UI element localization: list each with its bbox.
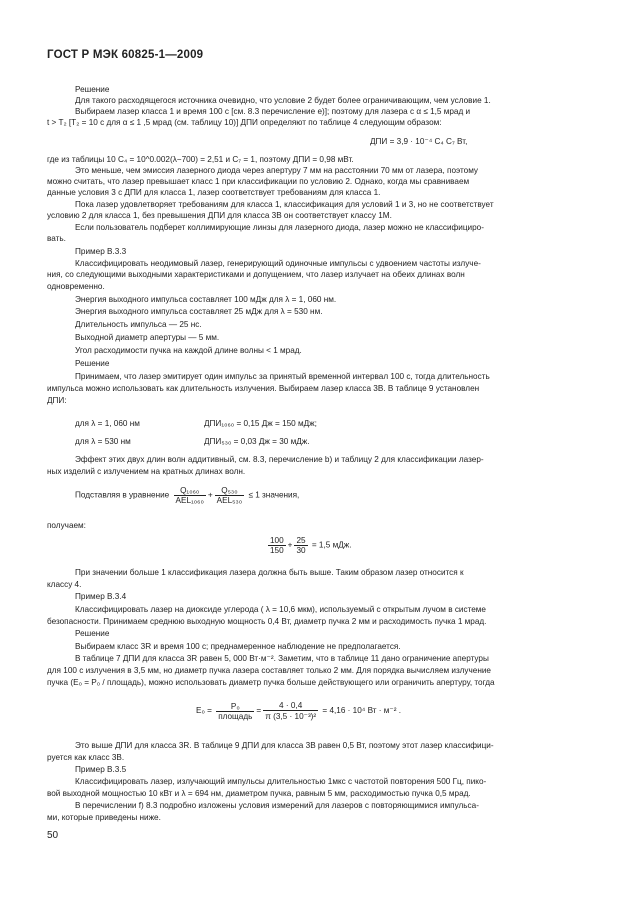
- paragraph-line: классу 4.: [47, 580, 82, 589]
- paragraph-line: Выходной диаметр апертуры — 5 мм.: [75, 333, 220, 342]
- fraction: [268, 536, 286, 555]
- fraction-numerator: P₀: [216, 702, 254, 712]
- paragraph-line: Это выше ДПИ для класса 3R. В таблице 9 ДПИ для класса 3В равен 0,5 Вт, поэтому этот лазер классифици-: [75, 741, 494, 750]
- fraction-denominator: 150: [270, 546, 284, 555]
- irradiance-equation: E₀ = $\frac{\text{P₀}}{\text{площадь}}$ = $\frac{4 \cdot 0,4}{\text{π (3,5 · 10⁻³)²}}$ = 4,16 · 10⁴ Вт · м⁻² .: [196, 701, 402, 721]
- paragraph-line: импульса можно использовать как длительность излучения. Выбираем лазер класса 3В. В таблице 9 установлен: [47, 384, 480, 393]
- paragraph-line: Выбираем лазер класса 1 и время 100 с [см. 8.3 перечисление е)]; поэтому для лазера с α ≤ 1,5 мрад и: [75, 107, 471, 116]
- fraction-numerator: Q₅₃₀: [215, 486, 245, 496]
- paragraph-line: можно считать, что лазер превышает класс 1 при классификации по условию 2. Однако, когда мы сравниваем: [47, 177, 470, 186]
- paragraph-line: одновременно.: [47, 282, 105, 291]
- fraction: [174, 486, 206, 505]
- paragraph-line: ния, со следующими выходными характеристиками и допущением, что лазер излучает на обеих длинах волн: [47, 270, 465, 279]
- paragraph-line: безопасности. Принимаем среднюю выходную мощность 0,4 Вт, диаметр пучка 2 мм и расходимость пучка 1 мрад.: [47, 617, 487, 626]
- paragraph-line: данные условия 3 с ДПИ для класса 1, лазер соответствует требованиям для класса 1.: [47, 188, 381, 197]
- fraction-numerator: 100: [270, 536, 284, 545]
- ael-row-value: ДПИ₅₃₀ = 0,03 Дж = 30 мДж.: [204, 437, 310, 446]
- ael-row-label: для λ = 1, 060 нм: [75, 419, 140, 428]
- ael-row-label: для λ = 530 нм: [75, 437, 131, 446]
- paragraph-line: В таблице 7 ДПИ для класса 3R равен 5, 000 Вт·м⁻². Заметим, что в таблице 11 дано ограничение апертуры: [75, 654, 489, 663]
- paragraph-line: Эффект этих двух длин волн аддитивный, см. 8.3, перечисление b) и таблицу 2 для классификации лазер-: [75, 455, 484, 464]
- paragraph-line: условию 2 для класса 1, без превышения ДПИ для класса 3В он соответствует классу 1М.: [47, 211, 392, 220]
- heading-solution: Решение: [75, 359, 110, 368]
- formula-ael: ДПИ = 3,9 · 10⁻⁴ C₄ C₇ Вт,: [370, 137, 468, 146]
- fraction-numerator: Q₁₀₆₀: [174, 486, 206, 496]
- fraction-denominator: AEL₅₃₀: [216, 496, 243, 505]
- paragraph-line: Энергия выходного импульса составляет 25 мДж для λ = 530 нм.: [75, 307, 323, 316]
- summation-equation: Подставляя в уравнение $\frac{\text{Q₁₀₆₀}}{\text{AEL₁₀₆₀}}$ + $\frac{\text{Q₅₃₀}}{\text{AEL₅₃₀}}$ ≤ 1 значения,: [75, 486, 300, 505]
- paragraph-line: Принимаем, что лазер эмитирует один импульс за принятый временной интервал 100 с, тогда длительность: [75, 372, 490, 381]
- standard-header: ГОСТ Р МЭК 60825-1—2009: [47, 49, 204, 61]
- paragraph-line: вой выходной мощностью 10 кВт и λ = 694 нм, диаметром пучка, равным 5 мм, расходимостью пучка 0,5 мрад.: [47, 789, 471, 798]
- paragraph-line: Если пользователь подберет коллимирующие линзы для лазерного диода, лазер можно не классифициро-: [75, 223, 484, 232]
- paragraph-line: ных изделий с излучением на кратных длинах волн.: [47, 467, 246, 476]
- equation-lhs: E₀ =: [196, 706, 212, 716]
- paragraph-line: Угол расходимости пучка на каждой длине волны < 1 мрад.: [75, 346, 302, 355]
- equation-tail: ≤ 1 значения,: [248, 490, 300, 500]
- paragraph-line: Классифицировать лазер, излучающий импульсы длительностью 1мкс с частотой повторения 500 Гц, пико-: [75, 777, 487, 786]
- paragraph-line: При значении больше 1 классификация лазера должна быть выше. Таким образом лазер относится к: [75, 568, 464, 577]
- fraction-numerator: 25: [296, 536, 306, 545]
- paragraph-line: пучка (E₀ = P₀ / площадь), можно использовать диаметр пучка больше действующего или ограничить апертуру, тогда: [47, 678, 495, 687]
- page-number: 50: [47, 830, 59, 841]
- heading-solution: Решение: [75, 629, 110, 638]
- fraction: [216, 702, 254, 721]
- paragraph-line: ДПИ:: [47, 396, 67, 405]
- fraction: [215, 486, 245, 505]
- paragraph-line: руется как класс 3В.: [47, 753, 125, 762]
- equation-result: = 1,5 мДж.: [311, 540, 352, 550]
- heading-solution: Решение: [75, 85, 110, 94]
- paragraph-line: Выбираем класс 3R и время 100 с; преднамеренное наблюдение не предполагается.: [75, 642, 401, 651]
- equation-result: = 4,16 · 10⁴ Вт · м⁻² .: [322, 706, 402, 716]
- paragraph-line: Длительность импульса — 25 нс.: [75, 320, 202, 329]
- heading-example: Пример В.3.5: [75, 765, 127, 774]
- fraction: [263, 701, 318, 721]
- paragraph-line: Классифицировать неодимовый лазер, генерирующий одиночные импульсы с удвоением частоты излуче-: [75, 259, 481, 268]
- fraction-numerator: 4 · 0,4: [263, 701, 318, 711]
- paragraph-line: t > T₂ [T₂ = 10 с для α ≤ 1 ,5 мрад (см. таблицу 10)] ДПИ определяют по таблице 4 следующим образом:: [47, 118, 442, 127]
- paragraph-line: ми, которые приведены ниже.: [47, 813, 161, 822]
- paragraph-line: Пока лазер удовлетворяет требованиям для класса 1, классификация для условий 1 и 3, но не соответствует: [75, 200, 494, 209]
- heading-example: Пример В.3.4: [75, 592, 127, 601]
- fraction-denominator: π (3,5 · 10⁻³)²: [265, 712, 317, 721]
- paragraph-line: Энергия выходного импульса составляет 100 мДж для λ = 1, 060 нм.: [75, 295, 337, 304]
- paragraph-line: Для такого расходящегося источника очевидно, что условие 2 будет более ограничивающим, чем условие 1.: [75, 96, 491, 105]
- paragraph-line: получаем:: [47, 521, 86, 530]
- paragraph-line: Классифицировать лазер на диоксиде углерода ( λ = 10,6 мкм), используемый с открытым лучом в системе: [75, 605, 486, 614]
- fraction-denominator: AEL₁₀₆₀: [175, 496, 204, 505]
- fraction: [294, 536, 307, 555]
- fraction-denominator: 30: [296, 546, 306, 555]
- equation-intro: Подставляя в уравнение: [75, 490, 170, 500]
- heading-example: Пример В.3.3: [75, 247, 127, 256]
- paragraph-line: В перечислении f) 8.3 подробно изложены условия измерений для лазеров с повторяющимися импульса-: [75, 801, 479, 810]
- result-equation: $\frac{100}{150}$ + $\frac{25}{30}$ = 1,5 мДж.: [270, 536, 352, 555]
- paragraph-line: для 100 с излучения в 3,5 мм, но диаметр пучка лазера составляет только 2 мм. Для порядка вычисляем излучение: [47, 666, 491, 675]
- paragraph-line: Это меньше, чем эмиссия лазерного диода через апертуру 7 мм на расстоянии 70 мм от лазера, поэтому: [75, 166, 479, 175]
- paragraph-line: вать.: [47, 234, 66, 243]
- paragraph-line: где из таблицы 10 C₄ = 10^0.002(λ−700) = 2,51 и C₇ = 1, поэтому ДПИ = 0,98 мВт.: [47, 155, 354, 164]
- fraction-denominator: площадь: [218, 711, 253, 721]
- ael-row-value: ДПИ₁₀₆₀ = 0,15 Дж = 150 мДж;: [204, 419, 317, 428]
